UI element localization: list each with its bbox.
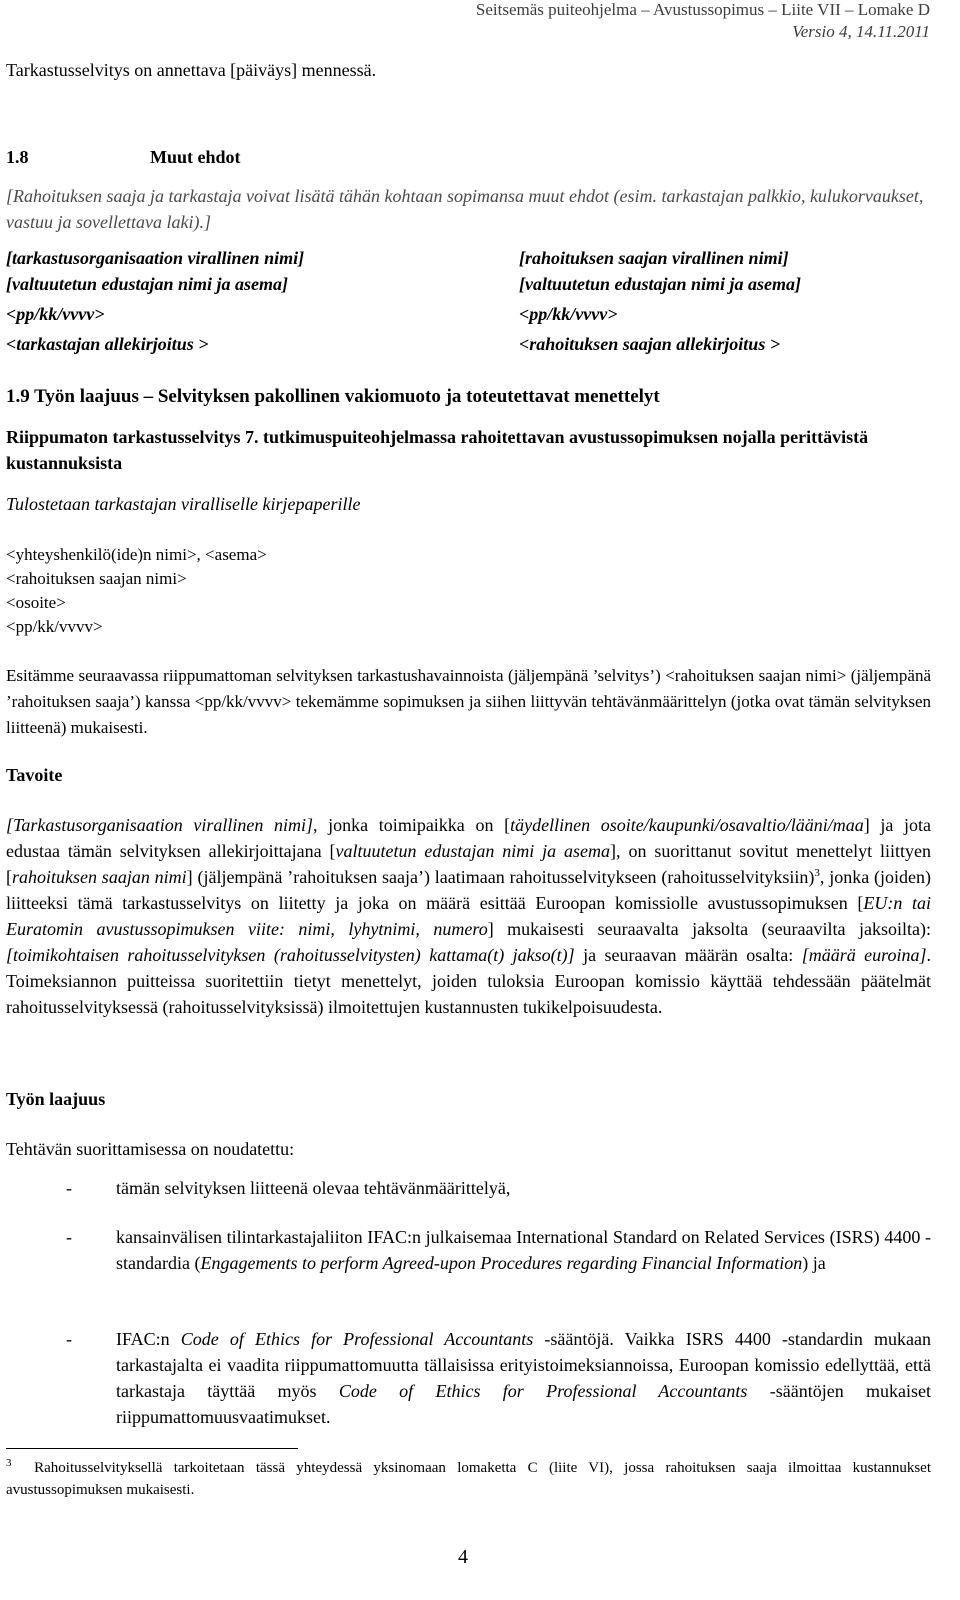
representative-placeholder: valtuutetun edustajan nimi ja asema <box>335 841 611 861</box>
code-title: Code of Ethics for Professional Accountants <box>338 1381 748 1401</box>
running-header-version: Versio 4, 14.11.2011 <box>792 22 930 41</box>
address-line: <yhteyshenkilö(ide)n nimi>, <asema> <box>6 545 267 564</box>
address-line: <rahoituksen saajan nimi> <box>6 569 187 588</box>
list-bullet: - <box>66 1329 72 1349</box>
code-title: Code of Ethics for Professional Accountants <box>180 1329 534 1349</box>
scope-heading: Työn laajuus <box>6 1089 106 1109</box>
section-instruction: [Rahoituksen saaja ja tarkastaja voivat lisätä tähän kohtaan sopimansa muut ehdot (esim. tarkastajan palkkio, kulukorvaukset, vastuu ja sovellettava laki).] <box>6 186 924 232</box>
tavoite-paragraph: [Tarkastusorganisaation virallinen nimi], jonka toimipaikka on [täydellinen osoite/kaupunki/osavaltio/lääni/maa] ja jota edustaa tämän selvityksen allekirjoittajana [valtuutetun edustajan nimi ja asema], on suorittanut sovitut menettelyt liittyen [rahoituksen saajan nimi] (jäljempänä ’rahoituksen saaja’) laatimaan rahoitusselvitykseen (rahoitusselvityksiin)$^3$, jonka (joiden) liitteeksi tämä tarkastusselvitys on liitetty ja joka on määrä esittää Euroopan komissiolle avustussopimuksen [EU:n tai Euratomin avustussopimuksen viite: nimi, lyhytnimi, numero] mukaisesti seuraavalta jaksolta (seuraavilta jaksoilta): [toimikohtaisen rahoitusselvityksen (rahoitusselvitysten) kattama(t) jakso(t)] ja seuraavan määrän osalta: [määrä euroina]. Toimeksiannon puitteissa suoritettiin tietyt menettelyt, joiden tuloksia Euroopan komissio käyttää tehdessään päätelmät rahoitusselvityksessä (rahoitusselvityksissä) ilmoitettujen kustannusten tukikelpoisuudesta. <box>6 815 931 1017</box>
section-number: 1.8 <box>6 147 29 167</box>
signature-left-date: <pp/kk/vvvv> <box>6 304 105 324</box>
signature-left-org: [tarkastusorganisaation virallinen nimi] <box>6 248 305 268</box>
address-placeholder: täydellinen osoite/kaupunki/osavaltio/lääni/maa <box>510 815 864 835</box>
deadline-text: Tarkastusselvitys on annettava [päiväys] mennessä. <box>6 60 377 80</box>
footnote-reference: 3 <box>814 867 820 879</box>
signature-right-sign: <rahoituksen saajan allekirjoitus > <box>519 334 781 354</box>
footnote-separator <box>6 1448 298 1449</box>
footnote-mark: 3 <box>6 1457 12 1469</box>
section-title: Muut ehdot <box>150 147 241 167</box>
scope-lead: Tehtävän suorittamisessa on noudatettu: <box>6 1139 295 1159</box>
list-bullet: - <box>66 1178 72 1198</box>
amount-placeholder: [määrä euroina] <box>801 945 927 965</box>
page-number: 4 <box>458 1546 468 1568</box>
list-item: kansainvälisen tilintarkastajaliiton IFAC:n julkaisemaa International Standard on Related Services (ISRS) 4400 -standardia (Engagements to perform Agreed-upon Procedures regarding Financial Information) ja <box>116 1227 931 1273</box>
footnote: $^3$ Rahoitusselvityksellä tarkoitetaan tässä yhteydessä yksinomaan lomaketta C (liite VI), jossa rahoituksen saaja ilmoittaa kustannukset avustussopimuksen mukaisesti. <box>6 1457 931 1498</box>
beneficiary-placeholder: rahoituksen saajan nimi <box>12 867 187 887</box>
standard-title: Engagements to perform Agreed-upon Procedures regarding Financial Information <box>200 1253 803 1273</box>
grant-reference-placeholder: EU:n tai Euratomin avustussopimuksen viite: nimi, lyhytnimi, numero <box>6 893 931 939</box>
signature-left-rep: [valtuutetun edustajan nimi ja asema] <box>6 274 289 294</box>
signature-right-rep: [valtuutetun edustajan nimi ja asema] <box>519 274 802 294</box>
list-bullet: - <box>66 1227 72 1247</box>
list-item: tämän selvityksen liitteenä olevaa tehtävänmäärittelyä, <box>116 1178 511 1198</box>
address-line: <osoite> <box>6 593 66 612</box>
report-subtitle: Riippumaton tarkastusselvitys 7. tutkimuspuiteohjelmassa rahoitettavan avustussopimuksen nojalla perittävistä kustannuksista <box>6 427 869 473</box>
signature-left-sign: <tarkastajan allekirjoitus > <box>6 334 209 354</box>
address-line: <pp/kk/vvvv> <box>6 617 103 636</box>
section-1-9-title: 1.9 Työn laajuus – Selvityksen pakollinen vakiomuoto ja toteutettavat menettelyt <box>6 386 660 407</box>
print-note: Tulostetaan tarkastajan viralliselle kirjepaperille <box>6 494 361 514</box>
intro-paragraph: Esitämme seuraavassa riippumattoman selvityksen tarkastushavainnoista (jäljempänä ’selvitys’) <rahoituksen saajan nimi> (jäljempänä ’rahoituksen saaja’) kanssa <pp/kk/vvvv> tekemämme sopimuksen ja siihen liittyvän tehtävänmäärittelyn (jotka ovat tämän selvityksen liitteenä) mukaisesti. <box>6 666 931 737</box>
auditor-org-placeholder: [Tarkastusorganisaation virallinen nimi] <box>6 815 314 835</box>
tavoite-heading: Tavoite <box>6 765 63 785</box>
signature-right-date: <pp/kk/vvvv> <box>519 304 618 324</box>
period-placeholder: [toimikohtaisen rahoitusselvityksen (rahoitusselvitysten) kattama(t) jakso(t)] <box>6 945 575 965</box>
running-header-title: Seitsemäs puiteohjelma – Avustussopimus – Liite VII – Lomake D <box>475 0 930 19</box>
list-item: IFAC:n Code of Ethics for Professional Accountants -sääntöjä. Vaikka ISRS 4400 -standardin mukaan tarkastajalta ei vaadita riippumattomuutta tällaisissa erityistoimeksiannoissa, Euroopan komissio edellyttää, että tarkastaja täyttää myös Code of Ethics for Professional Accountants -sääntöjen mukaiset riippumattomuusvaatimukset. <box>116 1329 931 1427</box>
signature-right-org: [rahoituksen saajan virallinen nimi] <box>519 248 789 268</box>
